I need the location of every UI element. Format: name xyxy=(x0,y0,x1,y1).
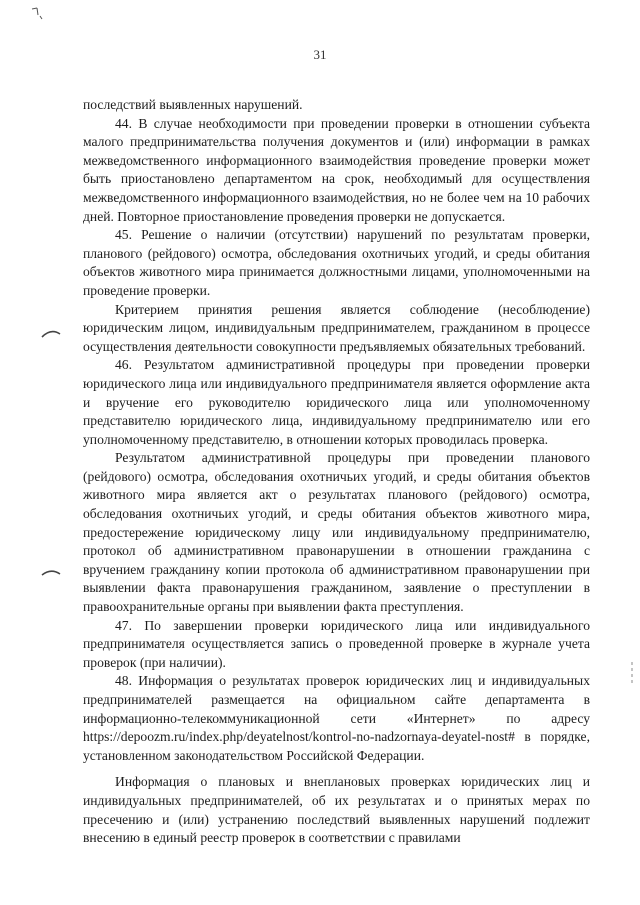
paragraph: Результатом административной процедуры при проведении планового (рейдового) осмотра, обследования охотничьих угодий, и среды обитания объектов животного мира является акт о результатах планового (рейдового) осмотра, обследования охотничьих угодий, и среды обитания объектов животного мира, предостережение юридическому лицу или индивидуальному предпринимателю, протокол об административном правонарушении в отношении гражданина с вручением гражданину копии протокола об административном правонарушении при выявлении факта правонарушения гражданином, заявление о преступлении в правоохранительные органы при выявлении факта преступления. xyxy=(83,450,590,615)
document-body xyxy=(83,96,590,848)
page-number: 31 xyxy=(313,47,327,62)
scan-artifact-icon xyxy=(628,660,636,686)
paragraph-47: 47. По завершении проверки юридического лица или индивидуального предпринимателя осуществляется запись о проведенной проверке в журнале учета проверок (при наличии). xyxy=(83,617,590,670)
punch-hole-mark-icon xyxy=(40,327,62,339)
scan-artifact-icon xyxy=(30,6,44,20)
paragraph-46: 46. Результатом административной процедуры при проведении проверки юридического лица или индивидуального предпринимателя является оформление акта и вручение его руководителю юридического лица или уполномоченному представителю юридического лица, индивидуальному предпринимателю или его уполномоченному представителю, в отношении которых проводилась проверка. xyxy=(83,357,590,447)
paragraph: Информация о плановых и внеплановых проверках юридических лиц и индивидуальных предпринимателей, об их результатах и о принятых мерах по пресечению и (или) устранению последствий выявленных нарушений подлежит внесению в единый реестр проверок в соответствии с правилами xyxy=(83,774,590,846)
punch-hole-mark-icon xyxy=(40,566,62,578)
paragraph-44: 44. В случае необходимости при проведении проверки в отношении субъекта малого предпринимательства получения документов и (или) информации в рамках межведомственного информационного взаимодействия проведение проверки может быть приостановлено департаментом на срок, необходимый для осуществления межведомственного информационного взаимодействия, но не более чем на 10 рабочих дней. Повторное приостановление проведения проверки не допускается. xyxy=(83,115,590,224)
paragraph: последствий выявленных нарушений. xyxy=(83,97,303,112)
paragraph-45: 45. Решение о наличии (отсутствии) нарушений по результатам проверки, планового (рейдового) осмотра, обследования охотничьих угодий, и среды обитания объектов животного мира принимается должностными лицами, уполномоченными на проведение проверки. xyxy=(83,227,590,298)
paragraph: Критерием принятия решения является соблюдение (несоблюдение) юридическим лицом, индивидуальным предпринимателем, гражданином в процессе осуществления деятельности совокупности предъявляемых обязательных требований. xyxy=(83,301,590,354)
paragraph-48: 48. Информация о результатах проверок юридических лиц и индивидуальных предпринимателей размещается на официальном сайте департамента в информационно-телекоммуникационной сети «Интернет» по адресу https://depoozm.ru/index.php/deyatelnost/kontrol-no-nadzornaya-deyatel-nost# в порядке, установленном законодательством Российской Федерации. xyxy=(83,673,590,763)
